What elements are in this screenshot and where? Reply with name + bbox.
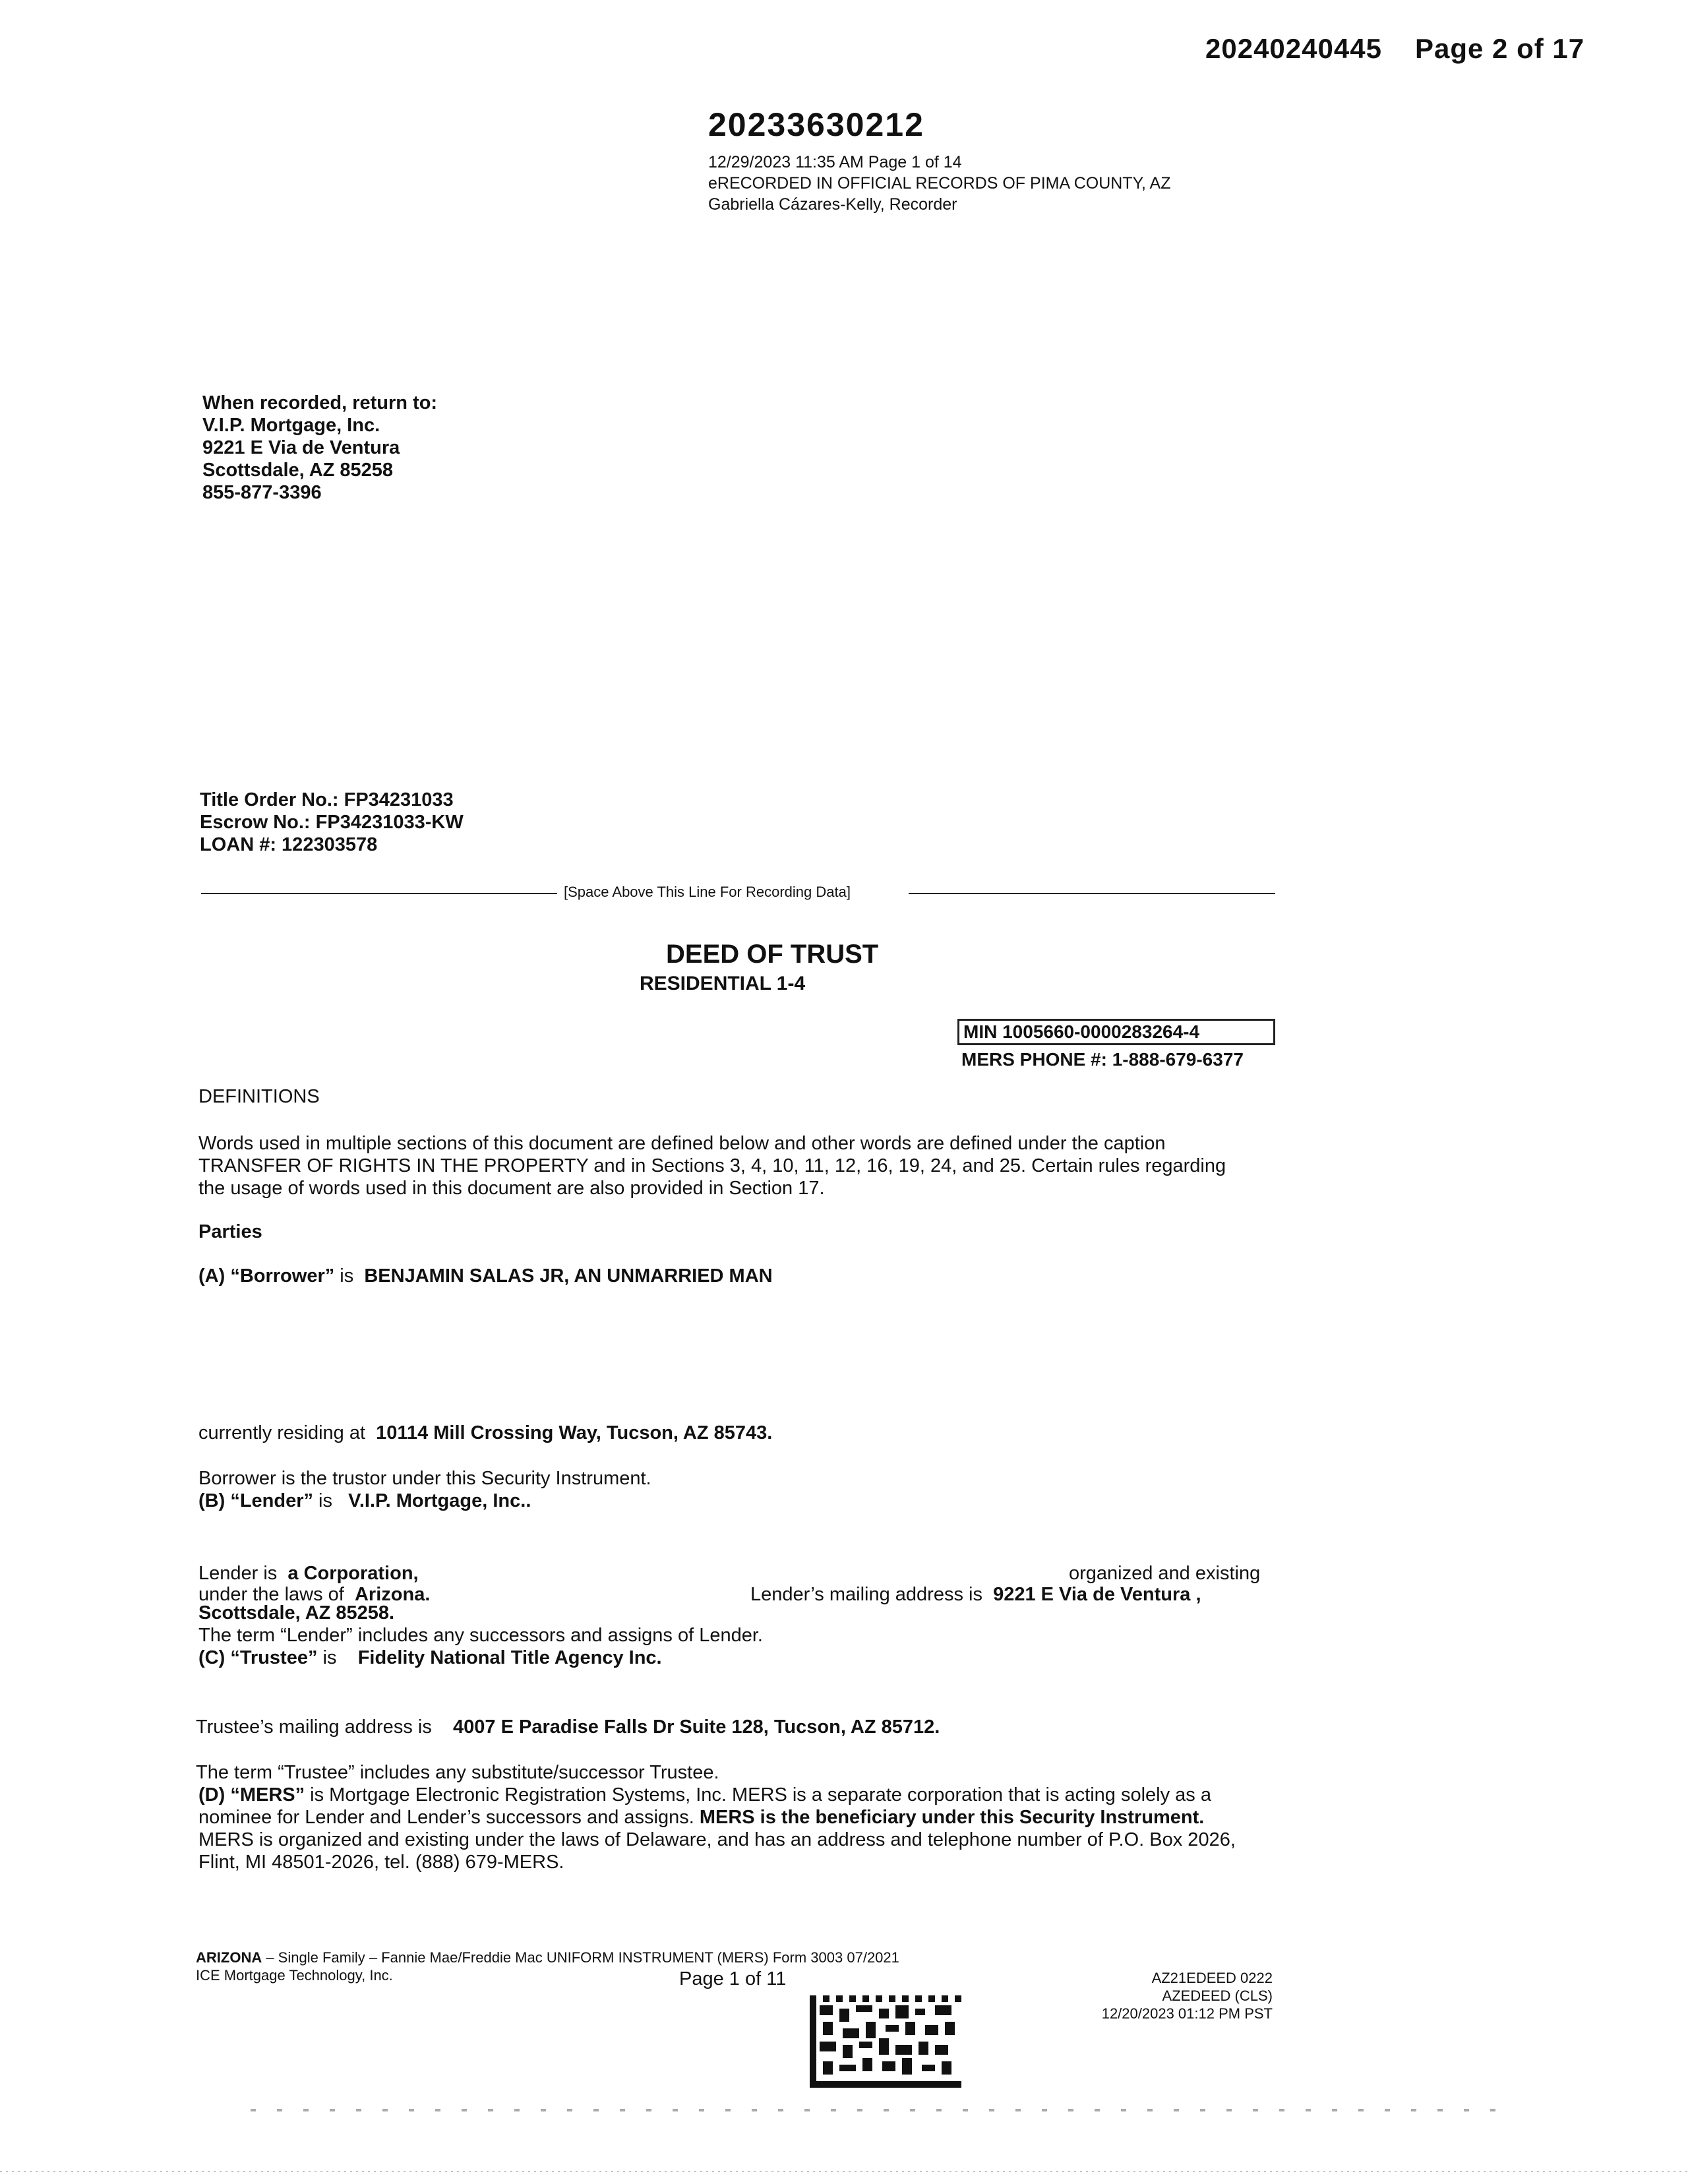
return-to-heading: When recorded, return to:	[202, 392, 438, 413]
recording-office: eRECORDED IN OFFICIAL RECORDS OF PIMA COUNTY, AZ	[708, 174, 1171, 193]
loan-number: LOAN #: 122303578	[200, 834, 378, 855]
return-to-phone: 855-877-3396	[202, 482, 322, 503]
trustee-mailing-prefix: Trustee’s mailing address is	[196, 1716, 454, 1738]
mers-phone: MERS PHONE #: 1-888-679-6377	[961, 1049, 1244, 1070]
min-box: MIN 1005660-0000283264-4	[957, 1019, 1275, 1045]
borrower-name: BENJAMIN SALAS JR, AN UNMARRIED MAN	[364, 1265, 773, 1287]
lender-label: (B) “Lender”	[198, 1490, 313, 1511]
lender-organized: organized and existing	[1069, 1563, 1261, 1584]
lender-is: is	[313, 1490, 349, 1511]
borrower-trustor-note: Borrower is the trustor under this Security Instrument.	[198, 1468, 651, 1489]
form-codes	[1055, 1969, 1273, 2022]
recording-datetime: 12/29/2023 11:35 AM Page 1 of 14	[708, 153, 962, 171]
definitions-intro-line1: Words used in multiple sections of this document are defined below and other words are defined under the caption	[198, 1133, 1166, 1154]
borrower-label: (A) “Borrower”	[198, 1265, 335, 1287]
residing-prefix: currently residing at	[198, 1422, 377, 1443]
lender-mailing-prefix: Lender’s mailing address is	[750, 1584, 994, 1605]
recorder-name: Gabriella Cázares-Kelly, Recorder	[708, 195, 957, 214]
mers-definition-start: is Mortgage Electronic Registration Systems, Inc. MERS is a separate corporation that is acting solely as a	[305, 1784, 1211, 1805]
borrower-definition	[198, 1265, 773, 1287]
form-description: – Single Family – Fannie Mae/Freddie Mac UNIFORM INSTRUMENT (MERS) Form 3003 07/2021	[262, 1949, 899, 1966]
mers-beneficiary: MERS is the beneficiary under this Security Instrument.	[699, 1807, 1205, 1828]
definitions-intro-line3: the usage of words used in this document are also provided in Section 17.	[198, 1178, 825, 1199]
footer-page-number: Page 1 of 11	[679, 1968, 787, 1989]
barcode-image	[810, 1995, 961, 2088]
document-title: DEED OF TRUST	[666, 940, 879, 969]
form-code-1: AZ21EDEED 0222	[1151, 1970, 1273, 1986]
lender-mailing-street: 9221 E Via de Ventura ,	[993, 1584, 1201, 1605]
form-timestamp: 12/20/2023 01:12 PM PST	[1101, 2005, 1273, 2022]
space-above-label: [Space Above This Line For Recording Data]	[564, 884, 851, 900]
order-numbers	[200, 789, 464, 856]
definitions-intro-line2: TRANSFER OF RIGHTS IN THE PROPERTY and in Sections 3, 4, 10, 11, 12, 16, 19, 24, and 25. Certain rules regarding	[198, 1155, 1226, 1176]
return-to-block	[202, 392, 437, 504]
form-state: ARIZONA	[196, 1949, 262, 1966]
trustee-name: Fidelity National Title Agency Inc.	[357, 1647, 662, 1668]
lender-is-prefix: Lender is	[198, 1563, 288, 1584]
trustee-label: (C) “Trustee”	[198, 1647, 318, 1668]
mers-label: (D) “MERS”	[198, 1784, 305, 1805]
mers-line1	[198, 1784, 1277, 1806]
lender-state: Arizona.	[354, 1584, 431, 1605]
lender-definition	[198, 1490, 531, 1512]
definitions-heading: DEFINITIONS	[198, 1086, 320, 1107]
mers-nominee: nominee for Lender and Lender’s successors and assigns.	[198, 1807, 700, 1828]
lender-entity-type: a Corporation,	[287, 1563, 419, 1584]
separator-right	[909, 893, 1275, 894]
recording-number: 20233630212	[708, 106, 924, 143]
borrower-is: is	[334, 1265, 365, 1287]
escrow-number: Escrow No.: FP34231033-KW	[200, 812, 464, 833]
title-order-number: Title Order No.: FP34231033	[200, 789, 454, 810]
document-subtitle: RESIDENTIAL 1-4	[640, 973, 806, 994]
borrower-residence	[198, 1422, 772, 1444]
lender-mailing	[750, 1583, 1201, 1606]
trustee-definition	[198, 1647, 662, 1669]
lender-mailing-city: Scottsdale, AZ 85258.	[198, 1602, 395, 1623]
form-publisher: ICE Mortgage Technology, Inc.	[196, 1967, 393, 1984]
document-number: 20240240445	[1205, 33, 1382, 64]
lender-successors: The term “Lender” includes any successors and assigns of Lender.	[198, 1625, 763, 1646]
trustee-substitute: The term “Trustee” includes any substitute/successor Trustee.	[196, 1762, 719, 1783]
trustee-mailing-address: 4007 E Paradise Falls Dr Suite 128, Tucson, AZ 85712.	[453, 1716, 940, 1738]
lender-type-line	[198, 1562, 419, 1585]
separator-left	[201, 893, 557, 894]
return-to-city: Scottsdale, AZ 85258	[202, 460, 394, 481]
return-to-company: V.I.P. Mortgage, Inc.	[202, 415, 380, 436]
mers-line3: MERS is organized and existing under the laws of Delaware, and has an address and telephone number of P.O. Box 2026,	[198, 1829, 1236, 1850]
scan-artifact-edge	[0, 2171, 1688, 2172]
parties-heading: Parties	[198, 1221, 262, 1242]
lender-laws-prefix: under the laws of	[198, 1584, 355, 1605]
scan-artifact-line	[251, 2109, 1503, 2111]
mers-line4: Flint, MI 48501-2026, tel. (888) 679-MERS.	[198, 1852, 564, 1873]
form-code-2: AZEDEED (CLS)	[1162, 1987, 1273, 2004]
page-indicator: Page 2 of 17	[1415, 33, 1585, 64]
trustee-mailing	[196, 1716, 940, 1738]
lender-name: V.I.P. Mortgage, Inc..	[348, 1490, 531, 1511]
mers-line2	[198, 1806, 1277, 1829]
trustee-is: is	[317, 1647, 358, 1668]
form-line	[196, 1949, 899, 1966]
return-to-street: 9221 E Via de Ventura	[202, 437, 400, 458]
borrower-address: 10114 Mill Crossing Way, Tucson, AZ 85743.	[376, 1422, 773, 1443]
